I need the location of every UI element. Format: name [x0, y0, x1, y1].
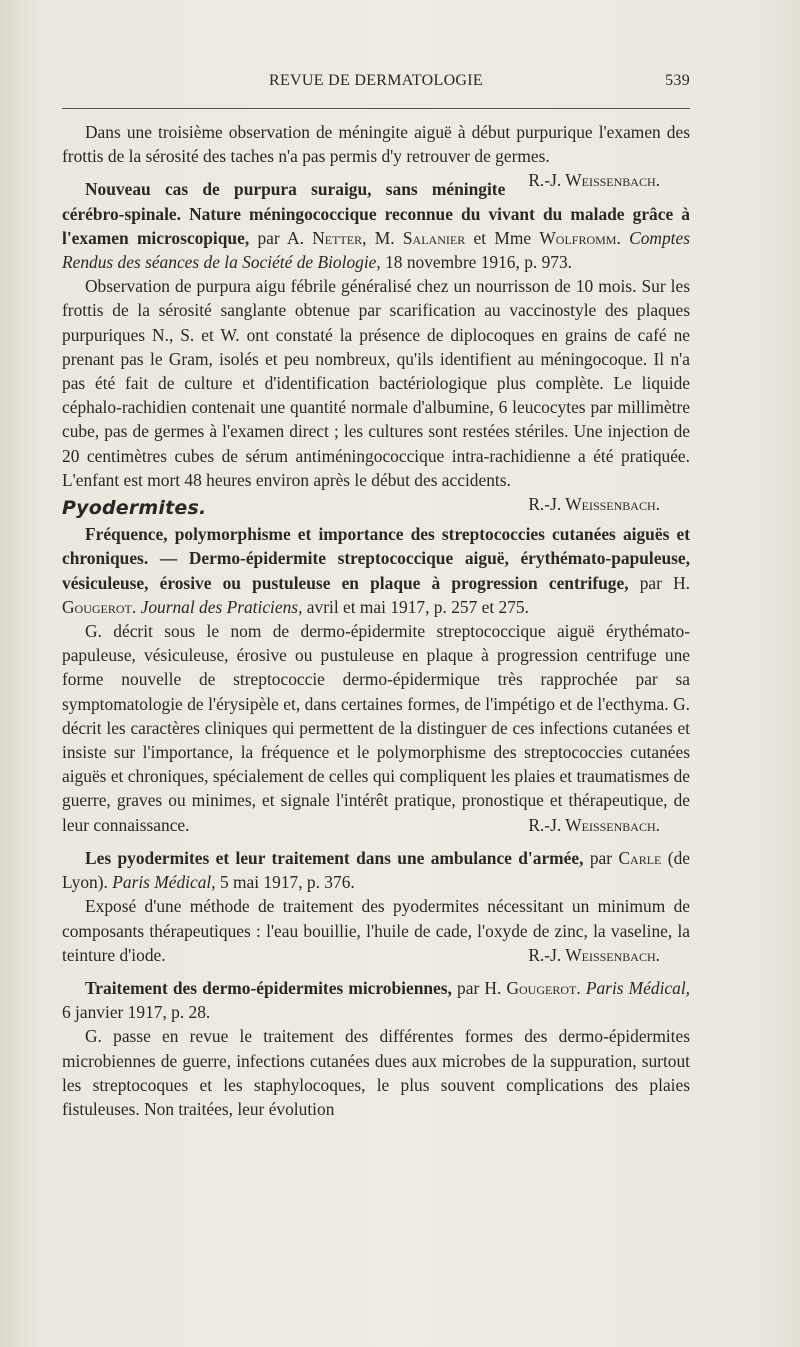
abstract-title: Nouveau cas de purpura suraigu, sans méningite cérébro-spinale. Nature méningococcique reconnue du vivant du malade grâce à l'examen microscopique,	[62, 179, 690, 248]
abstract-3-body	[62, 894, 690, 967]
author-name: Gougerot.	[62, 596, 137, 617]
header-rule	[62, 108, 690, 109]
abstract-4-heading	[62, 976, 690, 1024]
running-header	[62, 72, 690, 96]
abstract-4-body	[62, 1024, 690, 1121]
par-label: par A.	[257, 227, 304, 248]
abstract-2-body	[62, 619, 690, 837]
par-label: par	[589, 847, 613, 868]
signature: R.-J. Weissenbach.	[528, 170, 660, 191]
journal-name: Paris Médical,	[585, 977, 691, 998]
signature: R.-J. Weissenbach.	[528, 944, 660, 965]
journal-name: Journal des Praticiens,	[140, 596, 303, 617]
page-number: 539	[665, 72, 690, 89]
paragraph-text: Observation de purpura aigu fébrile généralisé chez un nourrisson de 10 mois. Sur les frottis de la sérosité sanglante obtenue par scarification au vaccinostyle des plaques purpuriques N., S. et W. ont constaté la présence de diplocoques en grains de café ne prenant pas le Gram, isolés et peu nombreux, qu'ils identifient au méningocoque. Il n'a pas été fait de culture et d'identification bactériologique plus complète. Le liquide céphalo-rachidien contenait une quantité normale d'albumine, 6 leucocytes par millimètre cube, pas de germes à l'examen direct ; les cultures sont restées stériles. Une injection de 20 centimètres cubes de sérum antiméningococcique intra-rachidienne a été pratiquée. L'enfant est mort 48 heures environ après le début des accidents.	[62, 276, 690, 490]
paragraph-observation	[62, 120, 690, 191]
citation-ref: 5 mai 1917, p. 376.	[219, 872, 355, 893]
journal-name: Comptes Rendus des séances de la Société de Biologie,	[62, 227, 690, 273]
citation-ref: 18 novembre 1916, p. 973.	[385, 252, 573, 273]
paragraph-text: G. décrit sous le nom de dermo-épidermite streptococcique aiguë érythémato-papuleuse, vésiculeuse, érosive ou pustuleuse en plaque à progression centrifuge une forme nouvelle de streptococcie dermo-épidermique très rapprochée par sa symptomatologie de l'érysipèle et, dans certaines formes, de l'impétigo et de l'ecthyma. G. décrit les caractères cliniques qui permettent de la distinguer de ces infections cutanées et insiste sur l'importance, la fréquence et le polymorphisme des streptococcies cutanées aiguës et chroniques, spécialement de celles qui compliquent les plaies et traumatismes de guerre, graves ou minimes, et signale l'intérêt pratique, pronostique et thérapeutique, de leur connaissance.	[62, 621, 690, 835]
article-body	[62, 120, 690, 1121]
journal-name: Paris Médical,	[112, 872, 216, 893]
author-separator: et Mme	[473, 227, 532, 248]
abstract-title: Traitement des dermo-épidermites microbiennes,	[85, 977, 452, 998]
par-label: par H.	[457, 977, 502, 998]
author-affiliation: (de Lyon).	[62, 847, 690, 893]
author-name: Carle	[618, 847, 662, 868]
author-separator: , M.	[362, 227, 395, 248]
paragraph-text: G. passe en revue le traitement des différentes formes des dermo-épidermites microbiennes de guerre, infections cutanées dues aux microbes de la suppuration, surtout les streptocoques et les staphylocoques, le plus souvent complications des plaies fistuleuses. Non traitées, leur évolution	[62, 1026, 690, 1119]
citation-ref: avril et mai 1917, p. 257 et 275.	[306, 596, 529, 617]
author-name: Gougerot.	[506, 977, 581, 998]
paragraph-text: Exposé d'une méthode de traitement des pyodermites nécessitant un minimum de composants thérapeutiques : l'eau bouillie, l'huile de cade, l'oxyde de zinc, la vaseline, la teinture d'iode.	[62, 896, 690, 965]
signature: R.-J. Weissenbach.	[528, 494, 660, 515]
author-name: Salanier	[402, 227, 466, 248]
par-label: par H.	[639, 572, 691, 593]
signature: R.-J. Weissenbach.	[528, 814, 660, 835]
citation-ref: 6 janvier 1917, p. 28.	[62, 1002, 211, 1023]
author-name: Netter	[312, 227, 363, 248]
author-name: Wolfromm.	[539, 227, 621, 248]
journal-title: REVUE DE DERMATOLOGIE	[269, 72, 483, 89]
abstract-title: Les pyodermites et leur traitement dans une ambulance d'armée,	[85, 847, 584, 868]
section-heading: Pyodermites.	[62, 497, 207, 520]
abstract-3-heading	[62, 846, 690, 894]
paragraph-text: Dans une troisième observation de méningite aiguë à début purpurique l'examen des frottis de la sérosité des taches n'a pas permis d'y retrouver de germes.	[62, 122, 690, 167]
abstract-title: Fréquence, polymorphisme et importance des streptococcies cutanées aiguës et chroniques. — Dermo-épidermite streptococcique aiguë, érythémato-papuleuse, vésiculeuse, érosive ou pustuleuse en plaque à progression centrifuge,	[62, 524, 690, 593]
abstract-2-heading	[62, 522, 690, 619]
